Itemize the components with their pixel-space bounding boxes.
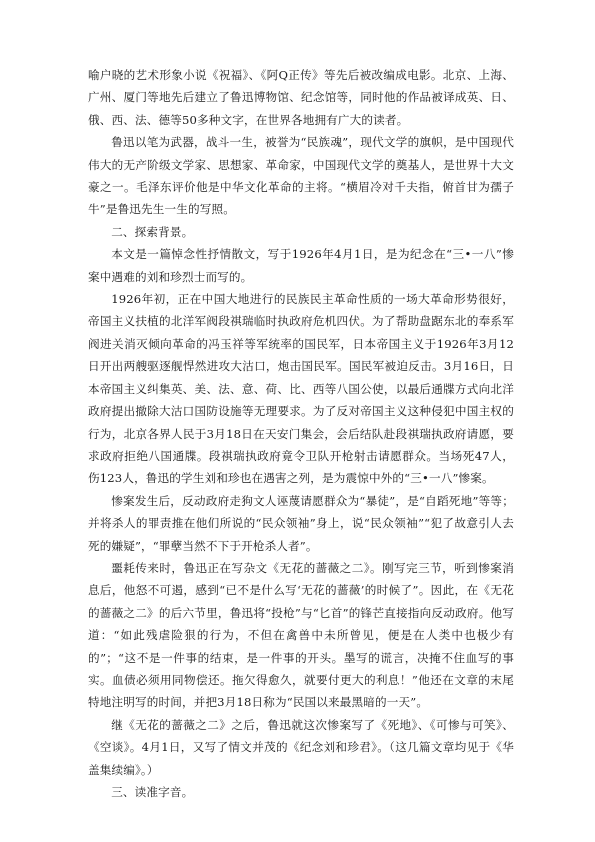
- paragraph-continuation: 喻户晓的艺术形象小说《祝福》、《阿Q正传》等先后被改编成电影。北京、上海、广州、厦门等地先后建立了鲁迅博物馆、纪念馆等，同时他的作品被译成英、日、俄、西、法、德等50多种文字，在世界各地拥有广大的读者。: [88, 68, 514, 127]
- paragraph-luxun-response: 噩耗传来时，鲁迅正在写杂文《无花的蔷薇之二》。刚写完三节，听到惨案消息后，他怒不可遏，感到“已不是什么写‘无花的蔷薇’的时候了”。因此，在《无花的蔷薇之二》的后六节里，鲁迅将“投枪”与“匕首”的锋芒直接指向反动政府。他写道：“如此残虐险狠的行为，不但在禽兽中未所曾见，便是在人类中也极少有的”；“这不是一件事的结束，是一件事的开头。墨写的谎言，决掩不住血写的事实。血债必须用同物偿还。拖欠得愈久，就要付更大的利息！”他还在文章的末尾特地注明写的时间，并把3月18日称为“民国以来最黑暗的一天”。: [88, 560, 514, 710]
- section-heading-background: 二、探索背景。: [111, 224, 194, 239]
- paragraph-article-intro: 本文是一篇悼念性抒情散文，写于1926年4月1日，是为纪念在“三•一八”惨案中遇难的刘和珍烈士而写的。: [88, 247, 514, 284]
- paragraph-historical-context: 1926年初，正在中国大地进行的民族民主革命性质的一场大革命形势很好，帝国主义扶植的北洋军阀段祺瑞临时执政府危机四伏。为了帮助盘踞东北的奉系军阀进关消灭倾向革命的冯玉祥等军统率的国民军，日本帝国主义于1926年3月12日开出两艘驱逐舰悍然进攻大沽口，炮击国民军。国民军被迫反击。3月16日，日本帝国主义纠集英、美、法、意、荷、比、西等八国公使，以最后通牒方式向北洋政府提出撤除大沽口国防设施等无理要求。为了反对帝国主义这种侵犯中国主权的行为，北京各界人民于3月18日在天安门集会，会后结队赴段祺瑞执政府请愿，要求政府拒绝八国通牒。段祺瑞执政府竟令卫队开枪射击请愿群众。当场死47人，伤123人，鲁迅的学生刘和珍也在遇害之列，是为震惊中外的“三•一八”惨案。: [88, 292, 514, 486]
- paragraph-subsequent-writings: 继《无花的蔷薇之二》之后，鲁迅就这次惨案写了《死地》、《可惨与可笑》、《空谈》。4月1日，又写了情文并茂的《纪念刘和珍君》。（这几篇文章均见于《华盖集续编》。）: [88, 717, 514, 777]
- document-page: [88, 64, 514, 803]
- paragraph-luxun-evaluation: 鲁迅以笔为武器，战斗一生，被誉为“民族魂”，现代文学的旗帜，是中国现代伟大的无产阶级文学家、思想家、革命家，中国现代文学的奠基人，是世界十大文豪之一。毛泽东评价他是中华文化革命的主将。“横眉冷对千夫指，俯首甘为孺子牛”是鲁迅先生一生的写照。: [88, 135, 514, 217]
- paragraph-aftermath: 惨案发生后，反动政府走狗文人诬蔑请愿群众为“暴徒”，是“自蹈死地”等等；并将杀人的罪责推在他们所说的“民众领袖”身上，说“民众领袖”“犯了故意引人去死的嫌疑”，“罪孽当然不下于开枪杀人者”。: [88, 493, 514, 553]
- section-heading-pronunciation: 三、读准字音。: [111, 785, 194, 799]
